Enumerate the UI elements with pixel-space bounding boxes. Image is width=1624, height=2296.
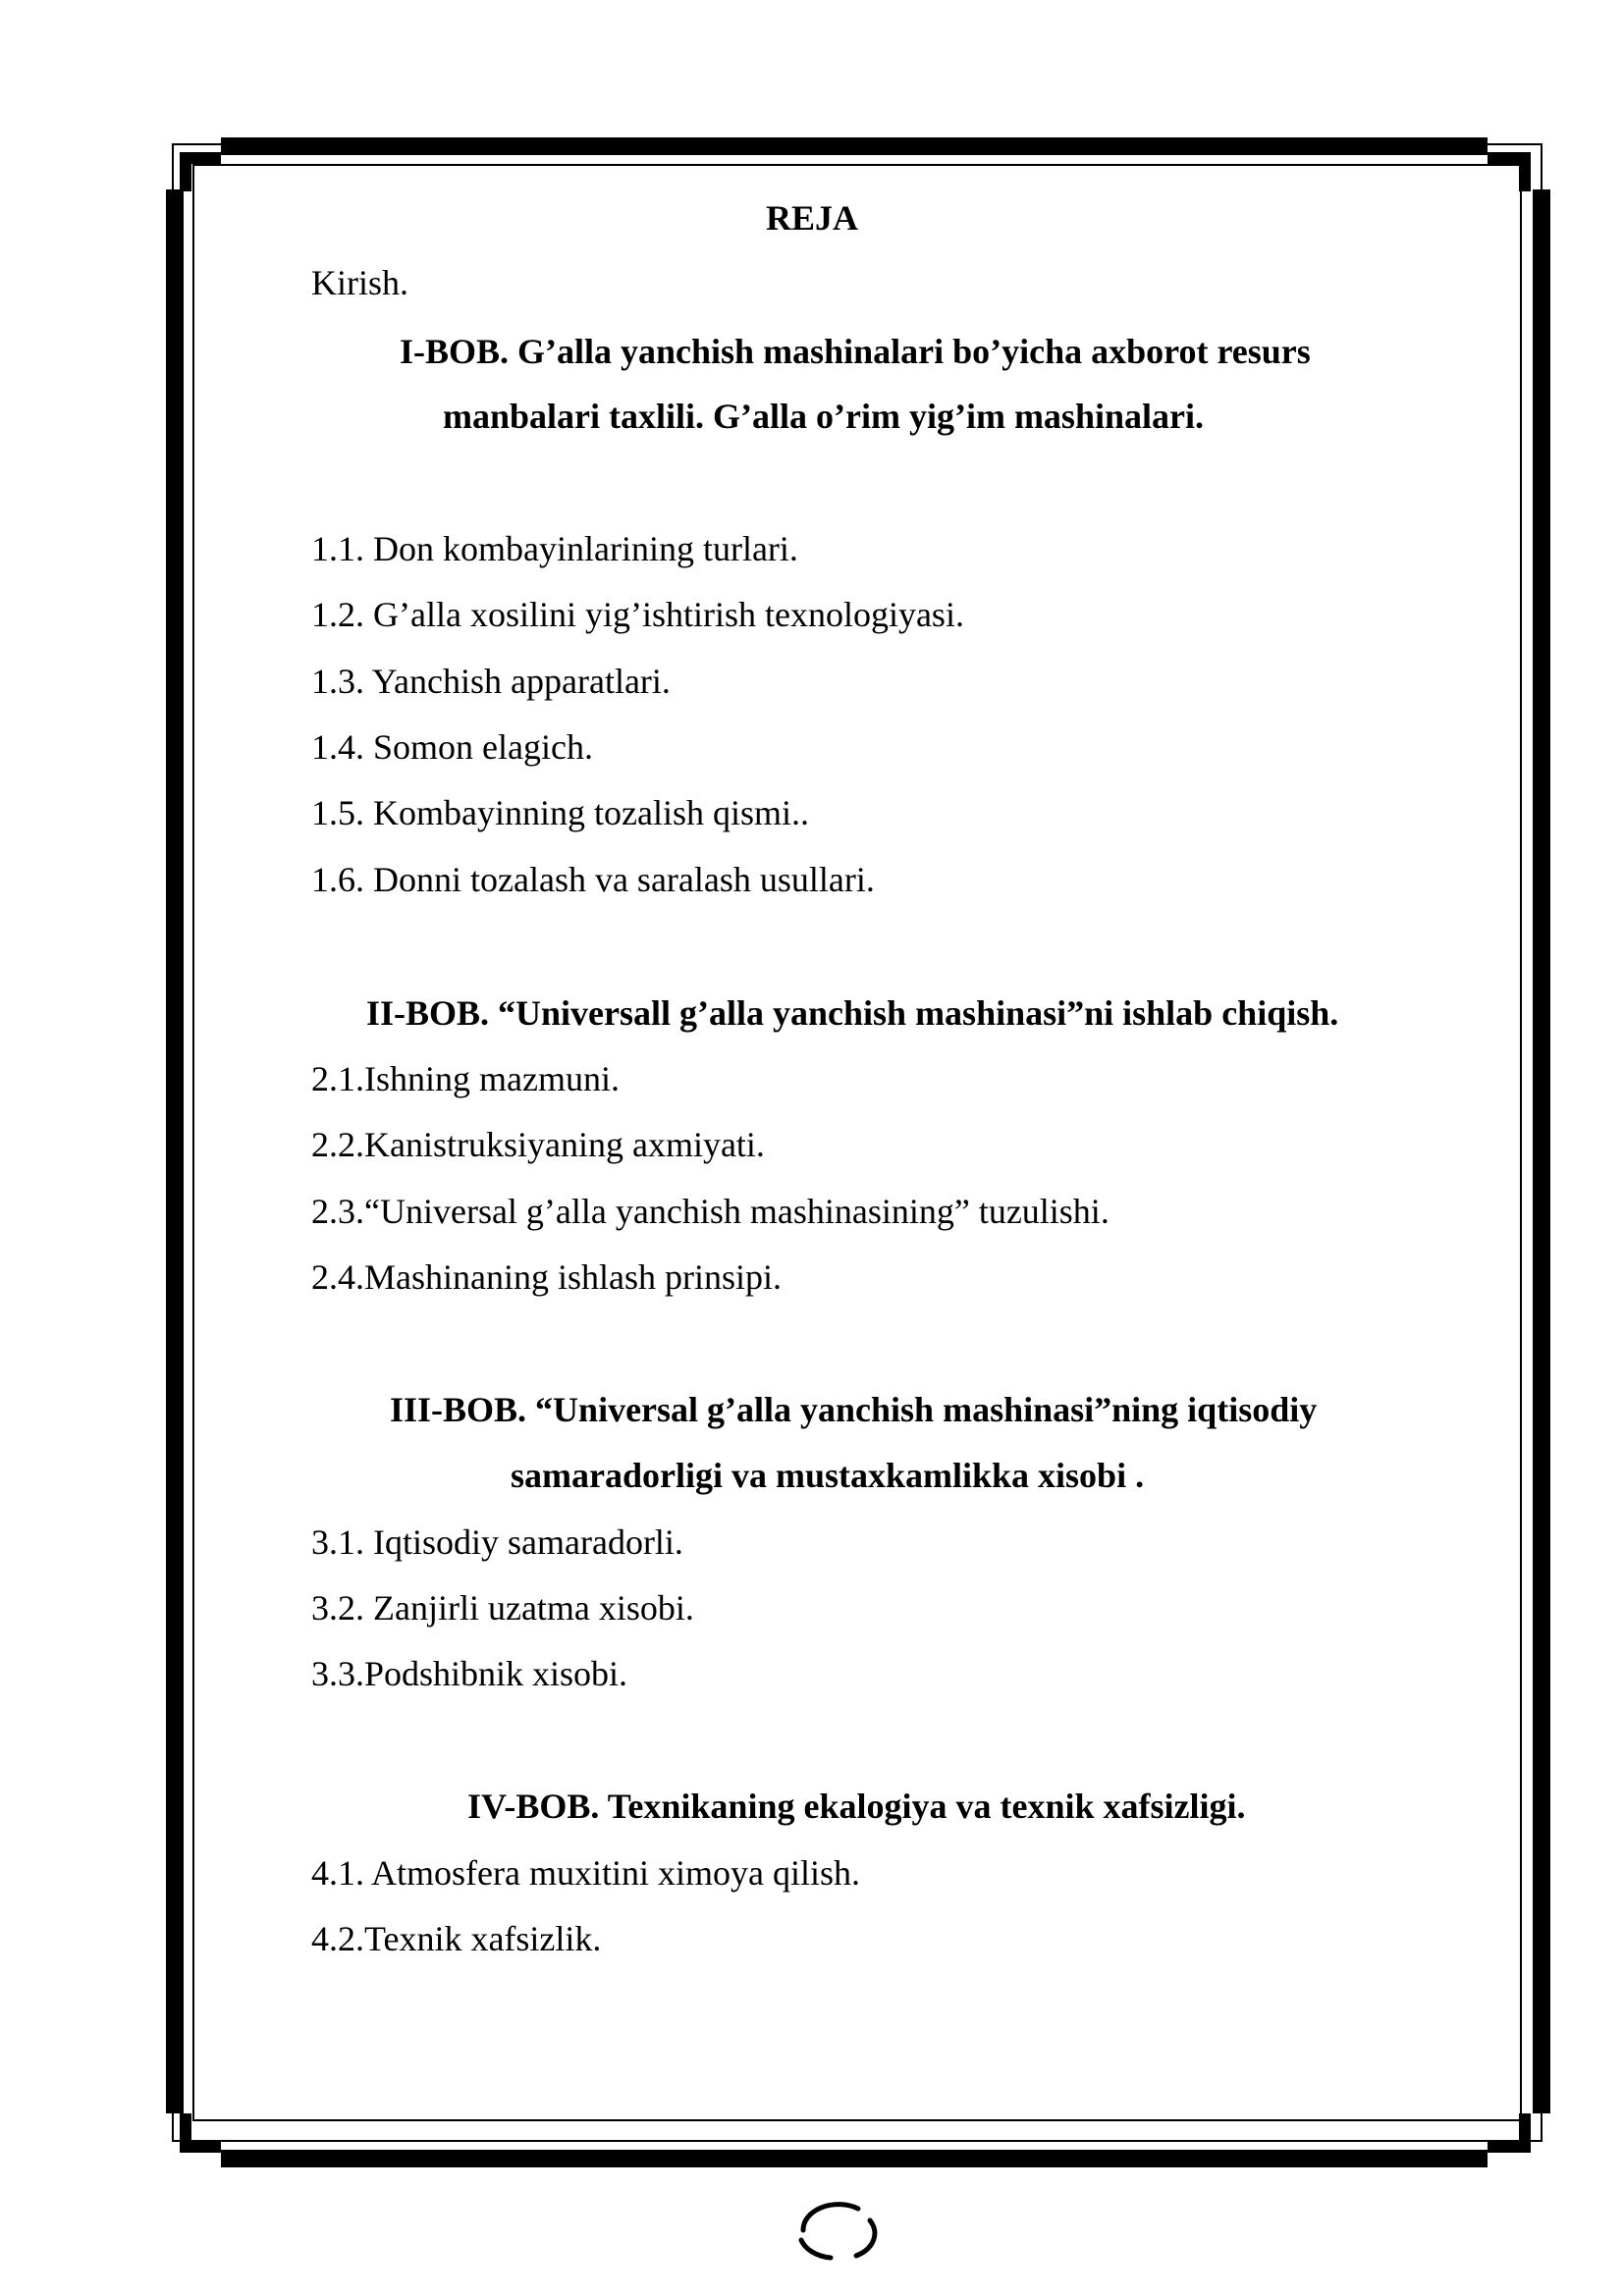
document-title: REJA xyxy=(765,198,858,238)
list-item: 3.2. Zanjirli uzatma xisobi. xyxy=(311,1588,694,1628)
bracket-circle-icon xyxy=(791,2197,886,2268)
list-item: 2.2.Kanistruksiyaning axmiyati. xyxy=(311,1125,765,1164)
chapter-3-heading-line2: samaradorligi va mustaxkamlikka xisobi . xyxy=(511,1456,1145,1495)
intro-line: Kirish. xyxy=(311,263,408,302)
list-item: 1.2. G’alla xosilini yig’ishtirish texnologiyasi. xyxy=(311,595,964,634)
chapter-1-heading-line1: I-BOB. G’alla yanchish mashinalari bo’yicha axborot resurs xyxy=(400,332,1311,371)
list-item: 4.1. Atmosfera muxitini ximoya qilish. xyxy=(311,1853,860,1893)
list-item: 1.3. Yanchish apparatlari. xyxy=(311,662,671,701)
list-item: 1.6. Donni tozalash va saralash usullari. xyxy=(311,860,875,899)
list-item: 2.3.“Universal g’alla yanchish mashinasining” tuzulishi. xyxy=(311,1192,1110,1231)
list-item: 4.2.Texnik xafsizlik. xyxy=(311,1919,602,1958)
chapter-3-heading-line1: III-BOB. “Universal g’alla yanchish mashinasi”ning iqtisodiy xyxy=(390,1390,1318,1429)
list-item: 2.1.Ishning mazmuni. xyxy=(311,1059,620,1098)
list-item: 1.1. Don kombayinlarining turlari. xyxy=(311,529,798,568)
chapter-2-heading: II-BOB. “Universall g’alla yanchish mashinasi”ni ishlab chiqish. xyxy=(366,993,1339,1033)
list-item: 1.4. Somon elagich. xyxy=(311,727,593,767)
list-item: 3.3.Podshibnik xisobi. xyxy=(311,1654,628,1693)
list-item: 3.1. Iqtisodiy samaradorli. xyxy=(311,1522,683,1562)
list-item: 2.4.Mashinaning ishlash prinsipi. xyxy=(311,1257,782,1297)
list-item: 1.5. Kombayinning tozalish qismi.. xyxy=(311,793,809,832)
chapter-4-heading: IV-BOB. Texnikaning ekalogiya va texnik xafsizligi. xyxy=(467,1787,1246,1826)
chapter-1-heading-line2: manbalari taxlili. G’alla o’rim yig’im mashinalari. xyxy=(443,397,1204,436)
